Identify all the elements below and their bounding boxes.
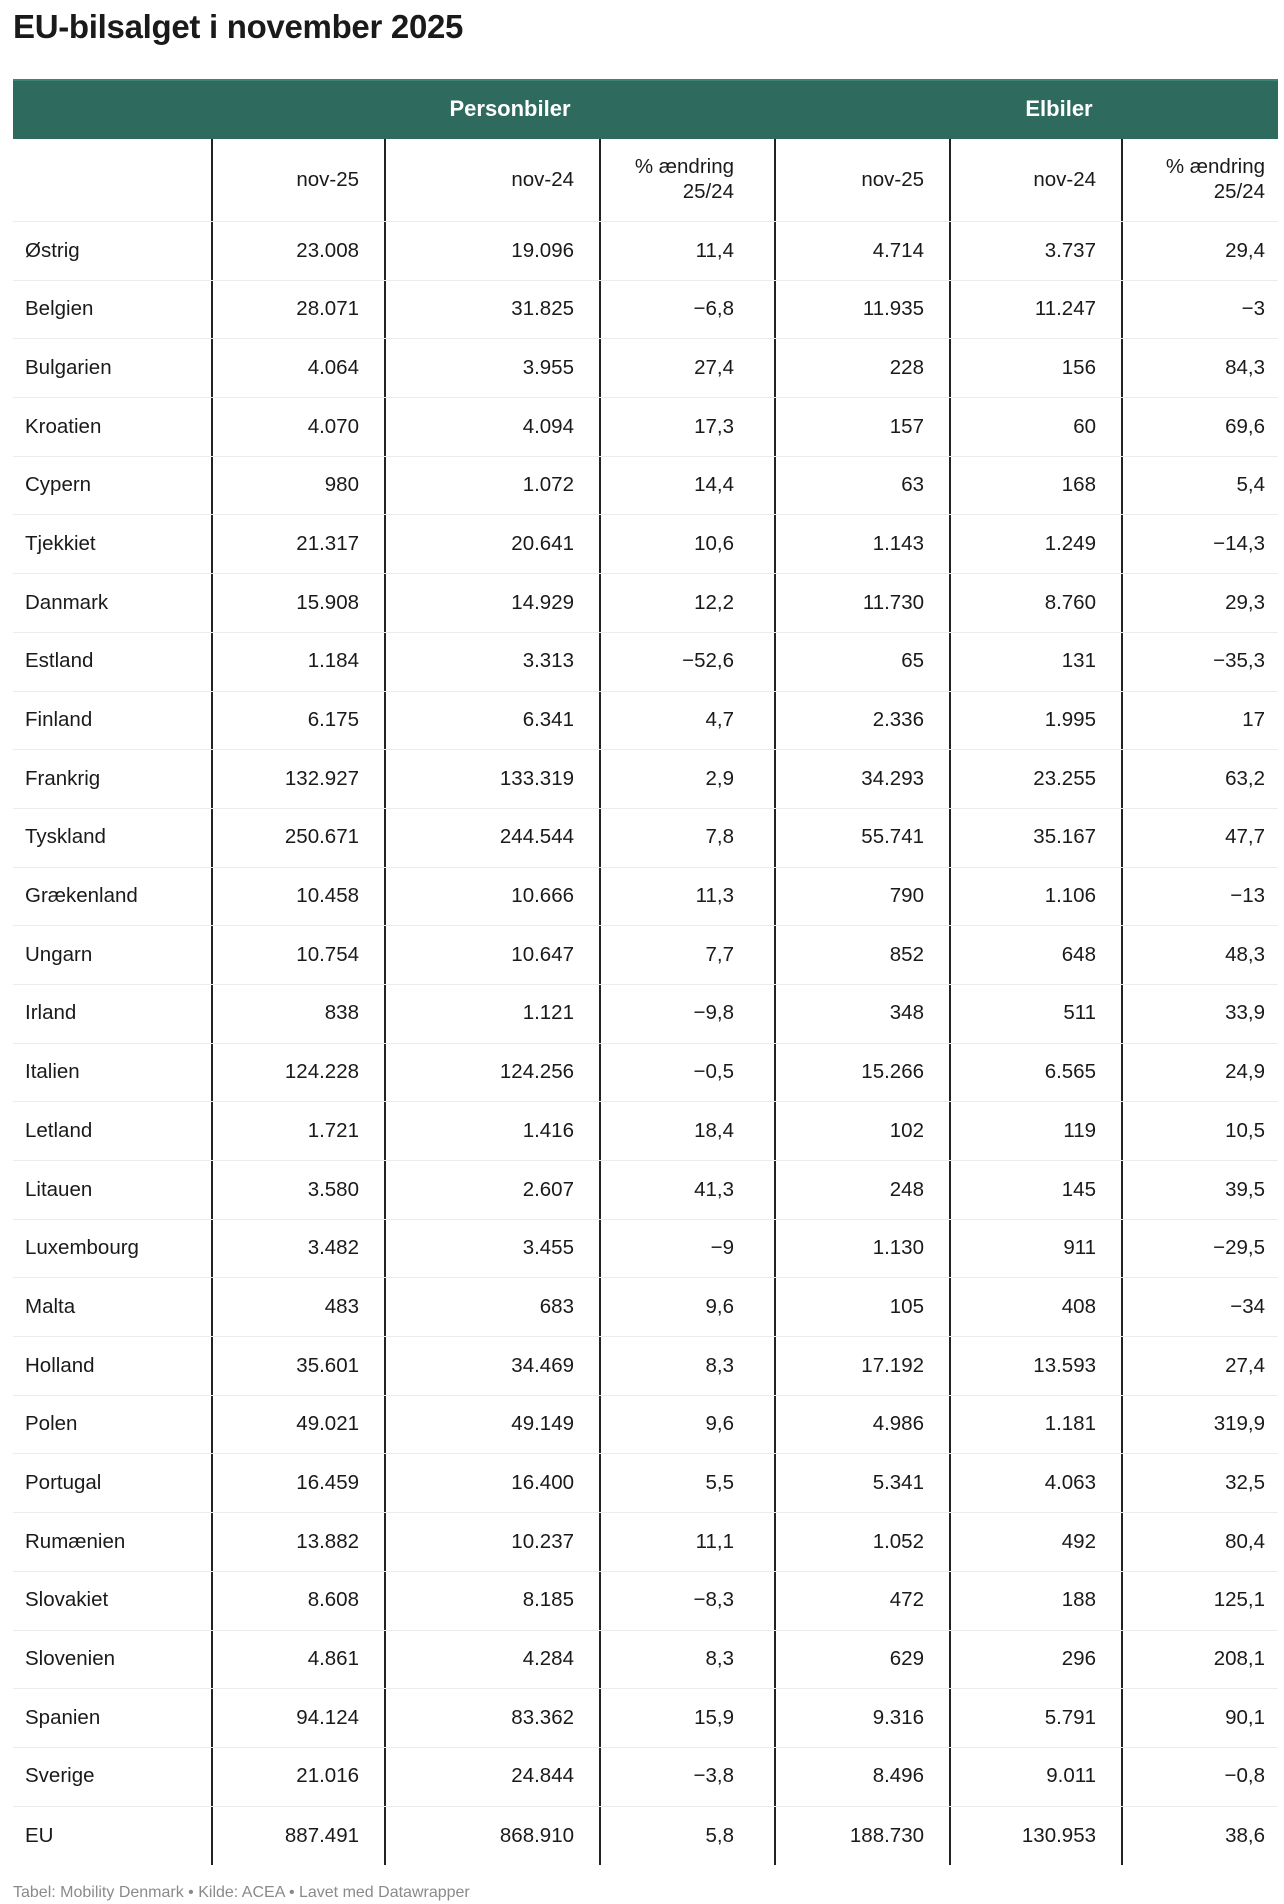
cell-personbiler-nov-24: 16.400 [384, 1454, 599, 1512]
cell-personbiler-nov-24: 19.096 [384, 222, 599, 280]
table-row [13, 1044, 1278, 1103]
cell-personbiler-nov-24: 3.313 [384, 633, 599, 691]
cell-country: Østrig [25, 238, 80, 262]
cell-personbiler-change: −9 [599, 1220, 774, 1278]
cell-personbiler-change: 2,9 [599, 750, 774, 808]
column-header-elbiler-nov-24: nov-24 [949, 139, 1121, 221]
table-row [13, 574, 1278, 633]
cell-personbiler-nov-25: 35.601 [211, 1337, 384, 1395]
cell-elbiler-nov-25: 34.293 [774, 750, 949, 808]
cell-elbiler-change: 32,5 [1121, 1454, 1278, 1512]
cell-country: Holland [25, 1353, 95, 1377]
column-header-personbiler-nov-24: nov-24 [384, 139, 599, 221]
table-row [13, 692, 1278, 751]
cell-elbiler-nov-25: 248 [774, 1161, 949, 1219]
cell-elbiler-nov-24: 5.791 [949, 1689, 1121, 1747]
cell-personbiler-change: 10,6 [599, 515, 774, 573]
cell-country: Tyskland [25, 825, 106, 849]
cell-personbiler-nov-25: 23.008 [211, 222, 384, 280]
cell-personbiler-nov-24: 1.121 [384, 985, 599, 1043]
cell-elbiler-change: 27,4 [1121, 1337, 1278, 1395]
cell-elbiler-nov-24: 35.167 [949, 809, 1121, 867]
cell-country: Slovakiet [25, 1588, 109, 1612]
total-row [13, 1807, 1278, 1866]
column-header-country [13, 139, 211, 221]
cell-elbiler-nov-25: 1.143 [774, 515, 949, 573]
cell-elbiler-nov-25: 9.316 [774, 1689, 949, 1747]
cell-elbiler-nov-24: 492 [949, 1513, 1121, 1571]
cell-elbiler-nov-25: 65 [774, 633, 949, 691]
cell-personbiler-nov-24: 1.072 [384, 457, 599, 515]
cell-elbiler-nov-25: 228 [774, 339, 949, 397]
cell-elbiler-nov-24: 1.181 [949, 1396, 1121, 1454]
cell-personbiler-change: 9,6 [599, 1278, 774, 1336]
table-row [13, 339, 1278, 398]
cell-elbiler-nov-25: 790 [774, 868, 949, 926]
cell-elbiler-nov-24: 119 [949, 1102, 1121, 1160]
table-row [13, 1220, 1278, 1279]
cell-elbiler-nov-25: 11.730 [774, 574, 949, 632]
cell-elbiler-nov-24: 648 [949, 926, 1121, 984]
cell-personbiler-change: 4,7 [599, 692, 774, 750]
cell-elbiler-change: 39,5 [1121, 1161, 1278, 1219]
cell-elbiler-nov-25: 8.496 [774, 1748, 949, 1806]
cell-elbiler-nov-25: 1.052 [774, 1513, 949, 1571]
cell-country: Sverige [25, 1764, 95, 1788]
table-row [13, 398, 1278, 457]
cell-personbiler-nov-24: 83.362 [384, 1689, 599, 1747]
cell-elbiler-change: 5,4 [1121, 457, 1278, 515]
group-header-elbiler: Elbiler [1025, 96, 1093, 121]
cell-country: Slovenien [25, 1647, 116, 1671]
cell-personbiler-change: 41,3 [599, 1161, 774, 1219]
cell-elbiler-change: 48,3 [1121, 926, 1278, 984]
cell-elbiler-nov-24: 11.247 [949, 281, 1121, 339]
cell-elbiler-nov-25: 15.266 [774, 1044, 949, 1102]
table-row [13, 1748, 1278, 1807]
cell-elbiler-nov-24: 13.593 [949, 1337, 1121, 1395]
cell-elbiler-change: 17 [1121, 692, 1278, 750]
cell-personbiler-change: −9,8 [599, 985, 774, 1043]
table-row [13, 1454, 1278, 1513]
cell-personbiler-nov-24: 6.341 [384, 692, 599, 750]
cell-country: Estland [25, 649, 94, 673]
cell-elbiler-nov-25: 348 [774, 985, 949, 1043]
cell-elbiler-nov-24: 156 [949, 339, 1121, 397]
cell-elbiler-change: 319,9 [1121, 1396, 1278, 1454]
cell-elbiler-change: −29,5 [1121, 1220, 1278, 1278]
cell-personbiler-nov-24: 683 [384, 1278, 599, 1336]
cell-personbiler-nov-24: 10.237 [384, 1513, 599, 1571]
table-row [13, 1337, 1278, 1396]
cell-country: Italien [25, 1060, 80, 1084]
cell-elbiler-change: −13 [1121, 868, 1278, 926]
cell-personbiler-change: 8,3 [599, 1631, 774, 1689]
cell-personbiler-nov-24: 34.469 [384, 1337, 599, 1395]
cell-elbiler-nov-24: 1.995 [949, 692, 1121, 750]
column-header-personbiler-nov-25: nov-25 [211, 139, 384, 221]
cell-elbiler-nov-25: 105 [774, 1278, 949, 1336]
cell-personbiler-nov-25: 21.317 [211, 515, 384, 573]
cell-personbiler-nov-24: 4.094 [384, 398, 599, 456]
cell-personbiler-nov-24: 49.149 [384, 1396, 599, 1454]
cell-elbiler-nov-24: 130.953 [949, 1807, 1121, 1866]
cell-personbiler-nov-25: 980 [211, 457, 384, 515]
cell-elbiler-change: 90,1 [1121, 1689, 1278, 1747]
cell-elbiler-nov-25: 157 [774, 398, 949, 456]
cell-personbiler-change: 5,8 [599, 1807, 774, 1866]
table-row [13, 457, 1278, 516]
cell-elbiler-change: −0,8 [1121, 1748, 1278, 1806]
table-row [13, 809, 1278, 868]
cell-personbiler-nov-25: 132.927 [211, 750, 384, 808]
table-row [13, 1689, 1278, 1748]
cell-personbiler-nov-25: 4.064 [211, 339, 384, 397]
cell-elbiler-nov-24: 408 [949, 1278, 1121, 1336]
cell-elbiler-change: 69,6 [1121, 398, 1278, 456]
cell-personbiler-nov-25: 124.228 [211, 1044, 384, 1102]
cell-elbiler-nov-25: 11.935 [774, 281, 949, 339]
cell-personbiler-nov-25: 3.580 [211, 1161, 384, 1219]
source-footer: Tabel: Mobility Denmark • Kilde: ACEA • Lavet med Datawrapper [13, 1884, 470, 1901]
column-header-row [13, 139, 1278, 222]
cell-personbiler-nov-25: 6.175 [211, 692, 384, 750]
cell-elbiler-nov-25: 629 [774, 1631, 949, 1689]
table-row [13, 750, 1278, 809]
cell-personbiler-nov-25: 1.184 [211, 633, 384, 691]
cell-personbiler-nov-24: 133.319 [384, 750, 599, 808]
cell-personbiler-nov-24: 8.185 [384, 1572, 599, 1630]
cell-personbiler-nov-24: 14.929 [384, 574, 599, 632]
cell-elbiler-nov-24: 9.011 [949, 1748, 1121, 1806]
cell-elbiler-nov-25: 102 [774, 1102, 949, 1160]
cell-personbiler-nov-24: 4.284 [384, 1631, 599, 1689]
table-row [13, 985, 1278, 1044]
cell-country: Rumænien [25, 1529, 126, 1553]
cell-personbiler-change: −8,3 [599, 1572, 774, 1630]
table-row [13, 515, 1278, 574]
cell-personbiler-change: 7,8 [599, 809, 774, 867]
cell-personbiler-nov-24: 3.455 [384, 1220, 599, 1278]
cell-country: Danmark [25, 590, 109, 614]
cell-country: Ungarn [25, 942, 93, 966]
table-row [13, 633, 1278, 692]
cell-country: Spanien [25, 1705, 101, 1729]
cell-country: Letland [25, 1118, 93, 1142]
cell-personbiler-nov-24: 2.607 [384, 1161, 599, 1219]
cell-elbiler-change: 80,4 [1121, 1513, 1278, 1571]
cell-personbiler-nov-25: 13.882 [211, 1513, 384, 1571]
cell-personbiler-change: 8,3 [599, 1337, 774, 1395]
cell-personbiler-change: 12,2 [599, 574, 774, 632]
cell-personbiler-nov-25: 3.482 [211, 1220, 384, 1278]
cell-personbiler-nov-25: 4.861 [211, 1631, 384, 1689]
sales-table [13, 79, 1278, 1865]
cell-personbiler-change: −52,6 [599, 633, 774, 691]
cell-country: Finland [25, 708, 93, 732]
group-header-personbiler: Personbiler [449, 96, 571, 121]
cell-elbiler-nov-24: 168 [949, 457, 1121, 515]
cell-elbiler-nov-24: 23.255 [949, 750, 1121, 808]
cell-elbiler-nov-25: 63 [774, 457, 949, 515]
cell-personbiler-change: −3,8 [599, 1748, 774, 1806]
group-header-row [13, 79, 1278, 139]
cell-elbiler-nov-25: 4.986 [774, 1396, 949, 1454]
table-row [13, 1631, 1278, 1690]
cell-elbiler-change: −14,3 [1121, 515, 1278, 573]
table-row [13, 1513, 1278, 1572]
cell-elbiler-nov-24: 1.249 [949, 515, 1121, 573]
cell-elbiler-change: 33,9 [1121, 985, 1278, 1043]
cell-elbiler-change: −34 [1121, 1278, 1278, 1336]
cell-elbiler-nov-25: 4.714 [774, 222, 949, 280]
table-row [13, 926, 1278, 985]
cell-elbiler-change: −3 [1121, 281, 1278, 339]
cell-country: Frankrig [25, 766, 101, 790]
cell-personbiler-nov-24: 10.666 [384, 868, 599, 926]
cell-personbiler-nov-25: 16.459 [211, 1454, 384, 1512]
cell-personbiler-change: 11,3 [599, 868, 774, 926]
table-row [13, 222, 1278, 281]
cell-elbiler-nov-25: 1.130 [774, 1220, 949, 1278]
cell-country: Irland [25, 1001, 77, 1025]
cell-elbiler-change: 47,7 [1121, 809, 1278, 867]
cell-country: Portugal [25, 1470, 102, 1494]
cell-personbiler-nov-25: 1.721 [211, 1102, 384, 1160]
cell-elbiler-nov-25: 852 [774, 926, 949, 984]
cell-elbiler-nov-24: 4.063 [949, 1454, 1121, 1512]
cell-elbiler-nov-24: 188 [949, 1572, 1121, 1630]
cell-personbiler-nov-24: 3.955 [384, 339, 599, 397]
cell-elbiler-nov-24: 3.737 [949, 222, 1121, 280]
cell-personbiler-nov-24: 124.256 [384, 1044, 599, 1102]
cell-personbiler-nov-25: 49.021 [211, 1396, 384, 1454]
cell-elbiler-change: 63,2 [1121, 750, 1278, 808]
cell-elbiler-nov-25: 188.730 [774, 1807, 949, 1866]
cell-country: Polen [25, 1412, 78, 1436]
column-header-elbiler-nov-25: nov-25 [774, 139, 949, 221]
cell-personbiler-change: 15,9 [599, 1689, 774, 1747]
table-row [13, 868, 1278, 927]
cell-country: Luxembourg [25, 1236, 139, 1260]
cell-personbiler-change: 5,5 [599, 1454, 774, 1512]
cell-personbiler-nov-25: 250.671 [211, 809, 384, 867]
column-header-personbiler-change: % ændring 25/24 [599, 139, 774, 221]
cell-elbiler-nov-24: 296 [949, 1631, 1121, 1689]
cell-personbiler-change: −0,5 [599, 1044, 774, 1102]
cell-personbiler-nov-25: 15.908 [211, 574, 384, 632]
cell-elbiler-change: 38,6 [1121, 1807, 1278, 1866]
cell-elbiler-change: 10,5 [1121, 1102, 1278, 1160]
cell-elbiler-nov-25: 472 [774, 1572, 949, 1630]
cell-personbiler-nov-25: 887.491 [211, 1807, 384, 1866]
cell-personbiler-nov-25: 21.016 [211, 1748, 384, 1806]
cell-country: Bulgarien [25, 355, 112, 379]
cell-elbiler-nov-24: 60 [949, 398, 1121, 456]
cell-personbiler-change: 11,1 [599, 1513, 774, 1571]
table-row [13, 1278, 1278, 1337]
cell-elbiler-change: 125,1 [1121, 1572, 1278, 1630]
cell-personbiler-change: 9,6 [599, 1396, 774, 1454]
cell-personbiler-nov-25: 94.124 [211, 1689, 384, 1747]
cell-personbiler-change: 7,7 [599, 926, 774, 984]
cell-personbiler-nov-24: 10.647 [384, 926, 599, 984]
page-title: EU-bilsalget i november 2025 [13, 8, 464, 45]
cell-personbiler-nov-25: 4.070 [211, 398, 384, 456]
cell-elbiler-change: 24,9 [1121, 1044, 1278, 1102]
cell-country: Cypern [25, 473, 92, 497]
cell-elbiler-nov-24: 1.106 [949, 868, 1121, 926]
cell-country: EU [25, 1823, 54, 1847]
cell-personbiler-nov-25: 10.754 [211, 926, 384, 984]
cell-personbiler-nov-24: 244.544 [384, 809, 599, 867]
cell-elbiler-nov-24: 511 [949, 985, 1121, 1043]
table-row [13, 1161, 1278, 1220]
cell-elbiler-nov-24: 911 [949, 1220, 1121, 1278]
cell-country: Belgien [25, 297, 94, 321]
cell-elbiler-nov-25: 5.341 [774, 1454, 949, 1512]
cell-personbiler-nov-25: 10.458 [211, 868, 384, 926]
cell-personbiler-change: 11,4 [599, 222, 774, 280]
cell-elbiler-change: 84,3 [1121, 339, 1278, 397]
cell-personbiler-nov-24: 868.910 [384, 1807, 599, 1866]
cell-personbiler-nov-24: 31.825 [384, 281, 599, 339]
cell-elbiler-nov-24: 131 [949, 633, 1121, 691]
table-row [13, 1102, 1278, 1161]
cell-country: Kroatien [25, 414, 102, 438]
cell-country: Litauen [25, 1177, 93, 1201]
cell-personbiler-nov-25: 28.071 [211, 281, 384, 339]
table-row [13, 1572, 1278, 1631]
table-row [13, 1396, 1278, 1455]
cell-elbiler-nov-24: 6.565 [949, 1044, 1121, 1102]
cell-personbiler-change: 27,4 [599, 339, 774, 397]
cell-country: Tjekkiet [25, 531, 96, 555]
cell-personbiler-nov-25: 8.608 [211, 1572, 384, 1630]
column-header-elbiler-change: % ændring 25/24 [1121, 139, 1278, 221]
cell-elbiler-nov-25: 17.192 [774, 1337, 949, 1395]
cell-elbiler-change: 29,4 [1121, 222, 1278, 280]
cell-personbiler-change: 17,3 [599, 398, 774, 456]
cell-personbiler-change: 14,4 [599, 457, 774, 515]
cell-elbiler-change: 208,1 [1121, 1631, 1278, 1689]
cell-personbiler-nov-25: 483 [211, 1278, 384, 1336]
cell-elbiler-nov-25: 2.336 [774, 692, 949, 750]
cell-elbiler-nov-25: 55.741 [774, 809, 949, 867]
cell-elbiler-change: −35,3 [1121, 633, 1278, 691]
cell-country: Malta [25, 1294, 76, 1318]
cell-personbiler-nov-25: 838 [211, 985, 384, 1043]
table-row [13, 281, 1278, 340]
cell-elbiler-nov-24: 145 [949, 1161, 1121, 1219]
cell-personbiler-change: −6,8 [599, 281, 774, 339]
cell-country: Grækenland [25, 884, 138, 908]
cell-elbiler-nov-24: 8.760 [949, 574, 1121, 632]
cell-personbiler-change: 18,4 [599, 1102, 774, 1160]
cell-personbiler-nov-24: 20.641 [384, 515, 599, 573]
cell-personbiler-nov-24: 1.416 [384, 1102, 599, 1160]
cell-elbiler-change: 29,3 [1121, 574, 1278, 632]
cell-personbiler-nov-24: 24.844 [384, 1748, 599, 1806]
